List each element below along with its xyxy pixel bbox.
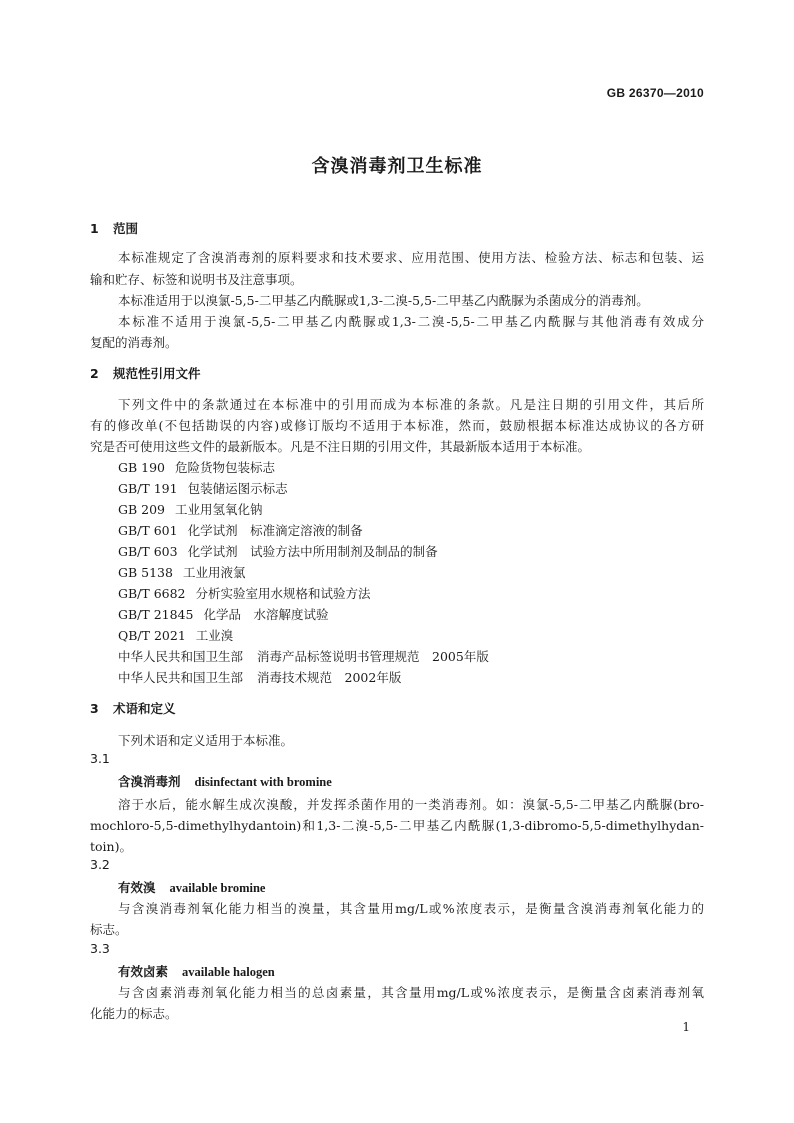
- document-title: 含溴消毒剂卫生标准: [311, 156, 483, 177]
- section-title: 术语和定义: [113, 701, 176, 716]
- standard-code: GB 26370—2010: [606, 86, 704, 100]
- term-entry: [118, 962, 275, 980]
- paragraph-line: 下列文件中的条款通过在本标准中的引用而成为本标准的条款。凡是注日期的引用文件，其后所: [118, 397, 704, 412]
- reference-code: GB/T 6682: [118, 586, 186, 601]
- term-chinese: 有效溴: [118, 880, 156, 895]
- definition-line: 与含卤素消毒剂氧化能力相当的总卤素量，其含量用mg/L或%浓度表示，是衡量含卤素消毒剂氧: [118, 985, 704, 1000]
- term-entry: [118, 878, 265, 896]
- reference-code: GB/T 21845: [118, 607, 194, 622]
- reference-item: [118, 668, 401, 686]
- reference-title: 工业用液氯: [182, 565, 246, 580]
- page-number: 1: [682, 1020, 690, 1034]
- paragraph-line: 本标准规定了含溴消毒剂的原料要求和技术要求、应用范围、使用方法、检验方法、标志和包装、运: [118, 250, 704, 265]
- reference-code: GB 209: [118, 502, 166, 517]
- section-number: 3: [90, 701, 99, 716]
- reference-item: [118, 626, 233, 644]
- reference-code: 中华人民共和国卫生部: [118, 670, 244, 685]
- reference-code: GB 5138: [118, 565, 173, 580]
- paragraph-line: 本标准适用于以溴氯-5,5-二甲基乙内酰脲或1,3-二溴-5,5-二甲基乙内酰脲为杀菌成分的消毒剂。: [118, 293, 649, 308]
- reference-item: [118, 563, 245, 581]
- section-title: 范围: [113, 221, 139, 236]
- reference-item: [118, 479, 288, 497]
- reference-code: QB/T 2021: [118, 628, 186, 643]
- reference-code: GB 190: [118, 460, 166, 475]
- reference-item: [118, 458, 275, 476]
- reference-item: [118, 521, 363, 539]
- paragraph-line: 究是否可使用这些文件的最新版本。凡是不注日期的引用文件，其最新版本适用于本标准。: [90, 439, 591, 454]
- definition-line: mochloro-5,5-dimethylhydantoin)和1,3-二溴-5,5-二甲基乙内酰脲(1,3-dibromo-5,5-dimethylhydan-: [90, 818, 704, 833]
- definition-line: toin)。: [90, 839, 132, 854]
- term-entry: [118, 772, 332, 790]
- paragraph-line: 下列术语和定义适用于本标准。: [118, 733, 294, 748]
- reference-title: 包装储运图示标志: [187, 481, 288, 496]
- reference-title: 消毒技术规范 2002年版: [257, 670, 402, 685]
- term-english: available halogen: [182, 965, 275, 979]
- reference-code: 中华人民共和国卫生部: [118, 649, 244, 664]
- paragraph-line: 有的修改单(不包括勘误的内容)或修订版均不适用于本标准，然而，鼓励根据本标准达成协议的各方研: [90, 418, 704, 433]
- reference-title: 化学品 水溶解度试验: [203, 607, 329, 622]
- term-chinese: 有效卤素: [118, 964, 169, 979]
- term-english: disinfectant with bromine: [194, 775, 332, 789]
- reference-item: [118, 605, 328, 623]
- reference-code: GB/T 603: [118, 544, 178, 559]
- reference-title: 化学试剂 试验方法中所用制剂及制品的制备: [187, 544, 438, 559]
- section-1-heading: [90, 219, 138, 237]
- clause-number: 3.2: [90, 857, 110, 872]
- paragraph-line: 输和贮存、标签和说明书及注意事项。: [90, 272, 303, 287]
- reference-item: [118, 542, 438, 560]
- section-title: 规范性引用文件: [113, 366, 201, 381]
- definition-line: 与含溴消毒剂氧化能力相当的溴量，其含量用mg/L或%浓度表示，是衡量含溴消毒剂氧化能力的: [118, 901, 704, 916]
- reference-title: 化学试剂 标准滴定溶液的制备: [187, 523, 363, 538]
- definition-line: 溶于水后，能水解生成次溴酸，并发挥杀菌作用的一类消毒剂。如：溴氯-5,5-二甲基乙内酰脲(bro-: [118, 797, 704, 812]
- section-2-heading: [90, 364, 201, 382]
- term-chinese: 含溴消毒剂: [118, 774, 181, 789]
- reference-item: [118, 500, 263, 518]
- clause-number: 3.3: [90, 941, 110, 956]
- section-number: 2: [90, 366, 99, 381]
- reference-item: [118, 584, 371, 602]
- paragraph-line: 本标准不适用于溴氯-5,5-二甲基乙内酰脲或1,3-二溴-5,5-二甲基乙内酰脲与其他消毒有效成分: [118, 314, 704, 329]
- reference-title: 危险货物包装标志: [175, 460, 276, 475]
- paragraph-line: 复配的消毒剂。: [90, 335, 178, 350]
- reference-title: 分析实验室用水规格和试验方法: [195, 586, 371, 601]
- section-number: 1: [90, 221, 99, 236]
- clause-number: 3.1: [90, 751, 110, 766]
- reference-title: 工业溴: [195, 628, 234, 643]
- reference-title: 消毒产品标签说明书管理规范 2005年版: [257, 649, 489, 664]
- definition-line: 标志。: [90, 922, 128, 937]
- reference-code: GB/T 191: [118, 481, 178, 496]
- reference-title: 工业用氢氧化钠: [175, 502, 263, 517]
- section-3-heading: [90, 699, 176, 717]
- term-english: available bromine: [169, 881, 266, 895]
- reference-code: GB/T 601: [118, 523, 178, 538]
- reference-item: [118, 647, 489, 665]
- definition-line: 化能力的标志。: [90, 1006, 178, 1021]
